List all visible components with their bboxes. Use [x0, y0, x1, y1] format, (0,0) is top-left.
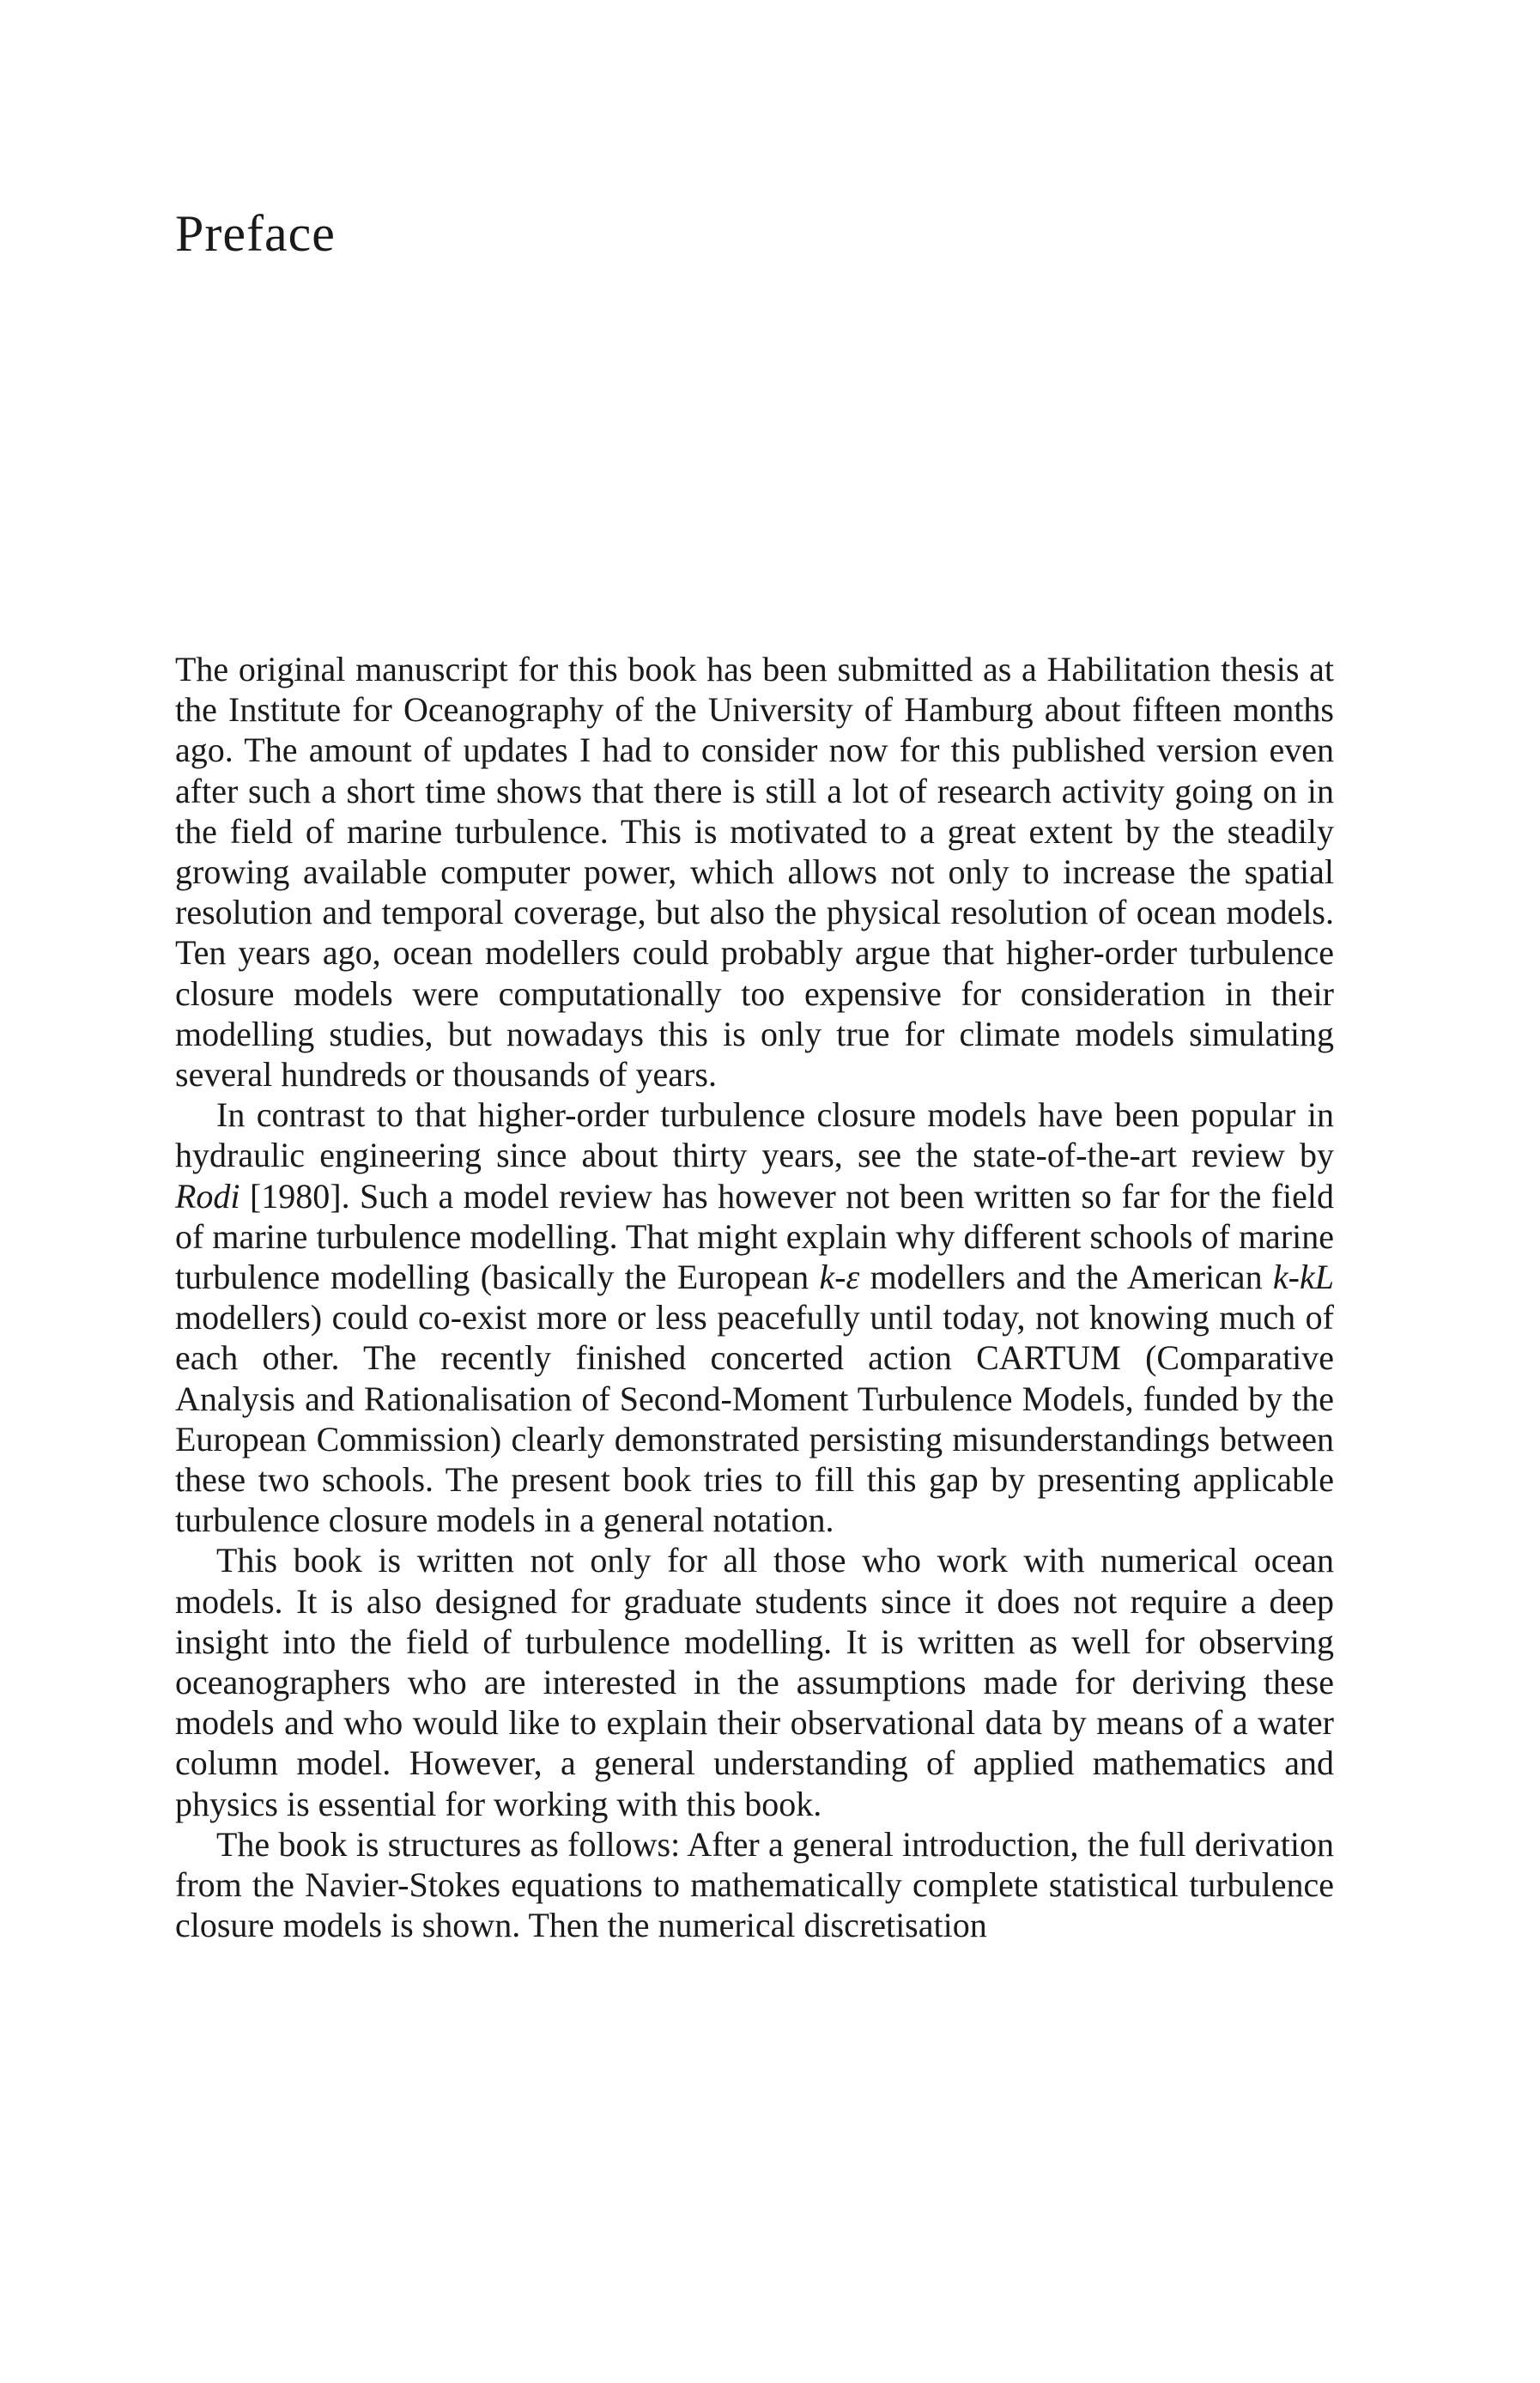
paragraph [175, 1094, 1334, 1540]
paragraph-text: The book is structures as follows: After a general introduction, the full derivation from the Navier-Stokes equations to mathematically complete statistical turbulence closure models is shown. Then the numerical discretisation [175, 1824, 1334, 1945]
preface-body [175, 649, 1334, 1946]
paragraph [175, 1824, 1334, 1946]
model-name: k-kL [1272, 1258, 1334, 1297]
paragraph-text: modellers and the American [859, 1258, 1273, 1297]
page-title: Preface [175, 205, 336, 262]
paragraph [175, 1540, 1334, 1823]
paragraph-text: The original manuscript for this book has been submitted as a Habilitation thesis at the Institute for Oceanography of the University of Hamburg about fifteen months ago. The amount of updates I had to consider now for this published version even after such a short time shows that there is still a lot of research activity going on in the field of marine turbulence. This is motivated to a great extent by the steadily growing available computer power, which allows not only to increase the spatial resolution and temporal coverage, but also the physical resolution of ocean models. Ten years ago, ocean modellers could probably argue that higher-order turbulence closure models were computationally too expensive for consideration in their modelling studies, but nowadays this is only true for climate models simulating several hundreds or thousands of years. [175, 650, 1334, 1094]
paragraph-text: In contrast to that higher-order turbulence closure models have been popular in hydraulic engineering since about thirty years, see the state-of-the-art review by [175, 1095, 1334, 1175]
paragraph-text: [1980]. Such a model review has however not been written so far for the field of marine turbulence modelling. That might explain why different schools of marine turbulence modelling (basically the European [175, 1176, 1334, 1297]
paragraph-text: modellers) could co-exist more or less peacefully until today, not knowing much of each other. The recently finished concerted action CARTUM (Comparative Analysis and Rationalisation of Second-Moment Turbulence Models, funded by the European Commission) clearly demonstrated persisting misunderstandings between these two schools. The present book tries to fill this gap by presenting applicable turbulence closure models in a general notation. [175, 1298, 1334, 1540]
citation-author: Rodi [175, 1176, 240, 1216]
paragraph-text: This book is written not only for all those who work with numerical ocean models. It is also designed for graduate students since it does not require a deep insight into the field of turbulence modelling. It is written as well for observing oceanographers who are interested in the assumptions made for deriving these models and who would like to explain their observational data by means of a water column model. However, a general understanding of applied mathematics and physics is essential for working with this book. [175, 1541, 1334, 1823]
model-name: k-ε [819, 1258, 860, 1297]
paragraph [175, 649, 1334, 1094]
